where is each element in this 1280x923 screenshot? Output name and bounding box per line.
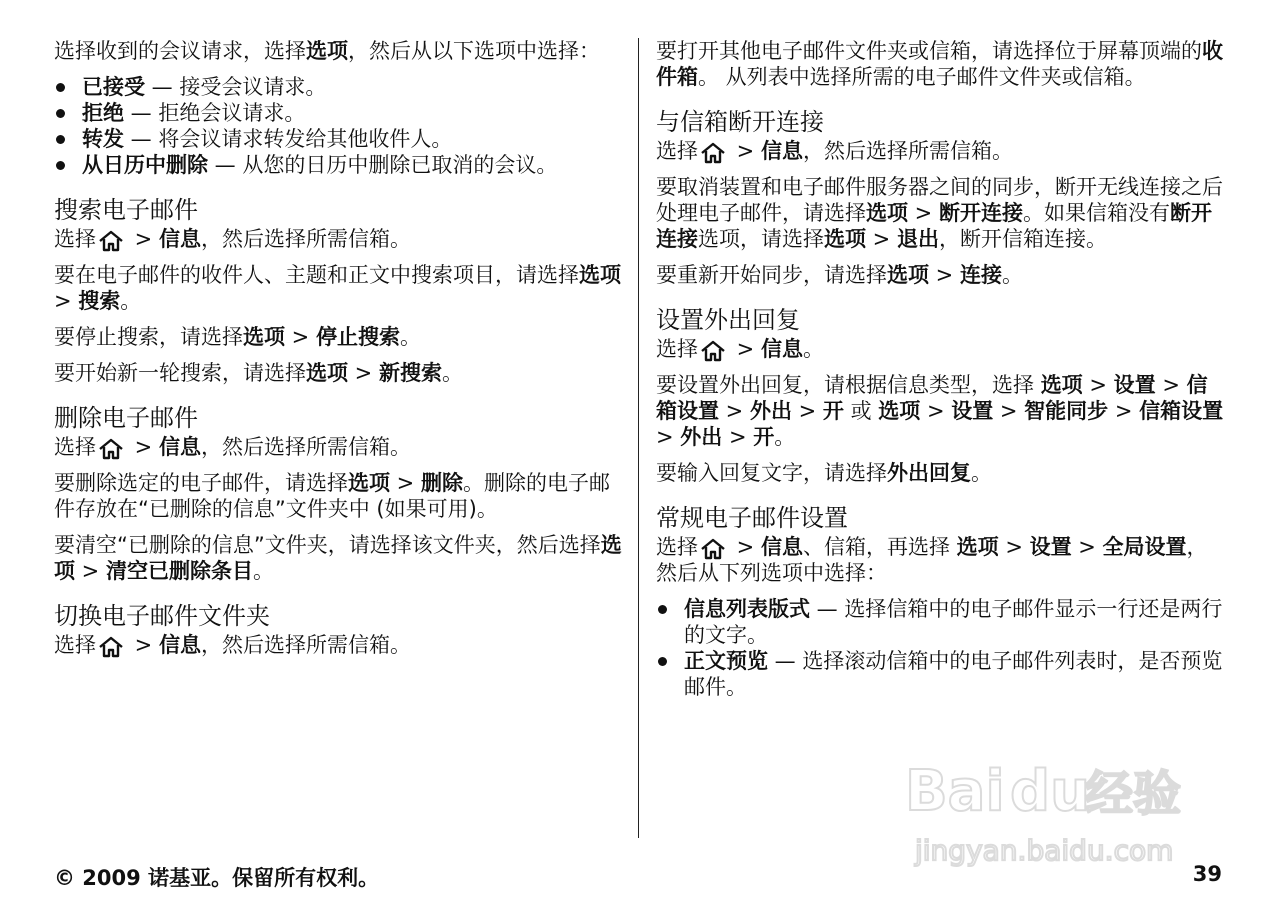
bullet-icon [56,83,65,92]
left-column [54,38,624,668]
search-section [54,194,624,386]
nav-path: 选择 > 信息。 [656,337,824,361]
bullet-icon [56,161,65,170]
list-item: 拒绝 — 拒绝会议请求。 [54,100,624,126]
watermark-brand-c: 经验 [1085,766,1182,822]
list-item: 从日历中删除 — 从您的日历中删除已取消的会议。 [54,152,624,178]
paragraph: 要开始新一轮搜索，请选择选项 > 新搜索。 [54,361,463,385]
copyright: © 2009 诺基亚。保留所有权利。 [54,866,380,890]
nav-path: 选择 > 信息，然后选择所需信箱。 [54,633,411,657]
section-heading: 与信箱断开连接 [656,108,824,136]
page-number: 39 [1192,862,1222,886]
disconnect-section [656,106,1226,288]
nav-path: 选择 > 信息，然后选择所需信箱。 [54,227,411,251]
paragraph: 要重新开始同步，请选择选项 > 连接。 [656,263,1023,287]
paragraph: 要取消装置和电子邮件服务器之间的同步，断开无线连接之后处理电子邮件，请选择选项 > 断开连接。如果信箱没有断开连接选项，请选择选项 > 退出，断开信箱连接。 [656,175,1223,251]
section-heading: 搜索电子邮件 [54,196,198,224]
home-icon [700,340,726,362]
list-item: 正文预览 — 选择滚动信箱中的电子邮件列表时，是否预览邮件。 [656,648,1226,700]
home-icon [700,538,726,560]
home-icon [98,230,124,252]
nav-path: 选择 > 信息，然后选择所需信箱。 [656,139,1013,163]
column-divider [638,38,639,838]
paragraph: 要停止搜索，请选择选项 > 停止搜索。 [54,325,421,349]
home-icon [98,438,124,460]
list-item: 转发 — 将会议请求转发给其他收件人。 [54,126,624,152]
baidu-watermark [905,740,1205,870]
paragraph: 要清空“已删除的信息”文件夹，请选择该文件夹，然后选择选项 > 清空已删除条目。 [54,533,622,583]
watermark-url: jingyan.baidu.com [915,834,1174,867]
right-column [656,38,1226,710]
watermark-brand-b: du [1010,759,1090,824]
meeting-options-list [54,74,624,178]
general-settings-section [656,502,1226,700]
nav-path: 选择 > 信息、信箱，再选择 选项 > 设置 > 全局设置，然后从下列选项中选择： [656,535,1208,585]
paragraph: 要删除选定的电子邮件，请选择选项 > 删除。删除的电子邮件存放在“已删除的信息”文件夹中 (如果可用)。 [54,471,610,521]
paragraph: 要在电子邮件的收件人、主题和正文中搜索项目，请选择选项 > 搜索。 [54,263,621,313]
paragraph: 要设置外出回复，请根据信息类型，选择 选项 > 设置 > 信箱设置 > 外出 > 开 或 选项 > 设置 > 智能同步 > 信箱设置 > 外出 > 开。 [656,373,1224,449]
section-heading: 删除电子邮件 [54,404,198,432]
home-icon [98,636,124,658]
section-heading: 设置外出回复 [656,306,800,334]
bullet-icon [56,135,65,144]
nav-path: 选择 > 信息，然后选择所需信箱。 [54,435,411,459]
paragraph: 要输入回复文字，请选择外出回复。 [656,461,992,485]
delete-section [54,402,624,584]
watermark-brand-a: Bai [905,759,1005,824]
switch-folder-section [54,600,624,658]
section-heading: 切换电子邮件文件夹 [54,602,270,630]
out-of-office-section [656,304,1226,486]
list-item: 已接受 — 接受会议请求。 [54,74,624,100]
bullet-icon [658,605,667,614]
list-item: 信息列表版式 — 选择信箱中的电子邮件显示一行还是两行的文字。 [656,596,1226,648]
intro-paragraph: 选择收到的会议请求，选择选项，然后从以下选项中选择： [54,39,600,63]
general-options-list [656,596,1226,700]
section-heading: 常规电子邮件设置 [656,504,848,532]
bullet-icon [658,657,667,666]
paragraph: 要打开其他电子邮件文件夹或信箱，请选择位于屏幕顶端的收件箱。 从列表中选择所需的电子邮件文件夹或信箱。 [656,39,1223,89]
home-icon [700,142,726,164]
bullet-icon [56,109,65,118]
